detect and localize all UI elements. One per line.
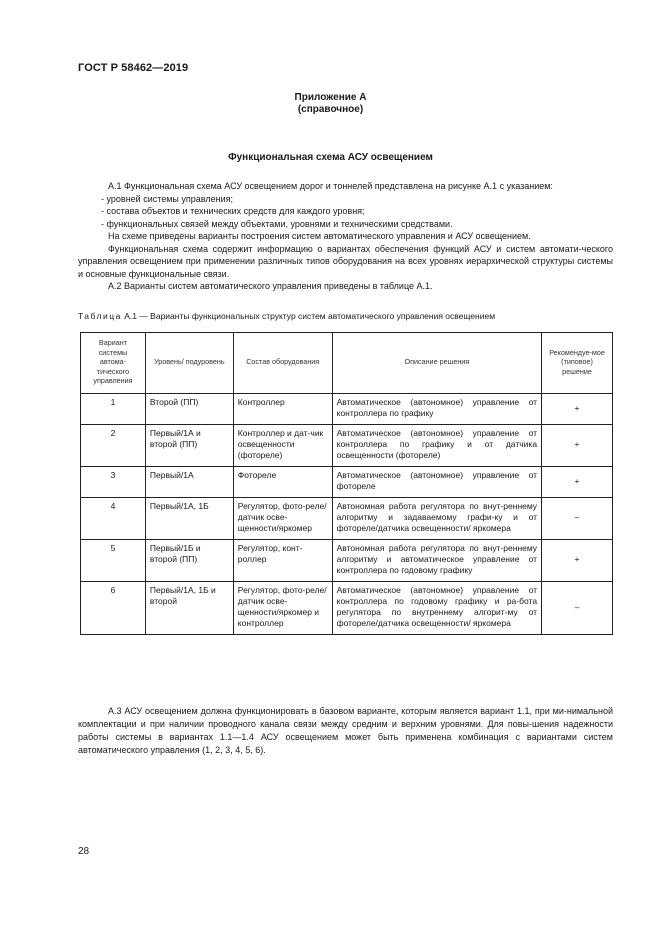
- cell-equipment: Контроллер и дат-чик освещенности (фотореле): [233, 425, 332, 467]
- cell-recommended: +: [542, 425, 613, 467]
- bullet-item: - состава объектов и технических средств для каждого уровня;: [101, 206, 365, 216]
- cell-description: Автономная работа регулятора по внут-реннему алгоритму и автоматическое управление от контроллера по годовому графику: [332, 540, 541, 582]
- table-row: [81, 467, 613, 498]
- table-caption: [78, 311, 613, 321]
- cell-level: Первый/1А: [145, 467, 233, 498]
- header-variant: Вариант системы автома-тического управления: [81, 333, 146, 394]
- table-row: [81, 425, 613, 467]
- appendix-title: Приложение А: [294, 92, 367, 103]
- cell-variant: 2: [81, 425, 146, 467]
- cell-level: Первый/1А, 1Б и второй: [145, 582, 233, 635]
- cell-recommended: –: [542, 582, 613, 635]
- header-description: Описание решения: [332, 333, 541, 394]
- cell-equipment: Контроллер: [233, 394, 332, 425]
- paragraph-a1: А.1 Функциональная схема АСУ освещением дорог и тоннелей представлена на рисунке А.1 с указанием:: [108, 181, 553, 191]
- body-text: [78, 180, 613, 293]
- cell-variant: 5: [81, 540, 146, 582]
- cell-equipment: Регулятор, фото-реле/датчик осве-щенности/яркомер: [233, 498, 332, 540]
- table-row: [81, 498, 613, 540]
- table-row: [81, 540, 613, 582]
- cell-description: Автоматическое (автономное) управление от контроллера по графику и от датчика освещенности (фотореле): [332, 425, 541, 467]
- header-recommended: Рекомендуе-мое (типовое) решение: [542, 333, 613, 394]
- bullet-item: - уровней системы управления;: [101, 193, 233, 204]
- page-number: 28: [78, 846, 90, 857]
- cell-description: Автоматическое (автономное) управление от контроллера по годовому графику и ра-бота регулятора по внутреннему алгорит-му от фотореле/датчика освещенности/ яркомера: [332, 582, 541, 635]
- cell-level: Второй (ПП): [145, 394, 233, 425]
- cell-variant: 6: [81, 582, 146, 635]
- variants-table: [80, 332, 613, 635]
- table-caption-label: Таблица: [78, 311, 122, 321]
- table-caption-text: А.1 — Варианты функциональных структур систем автоматического управления освещением: [121, 311, 496, 321]
- table-row: [81, 582, 613, 635]
- cell-description: Автоматическое (автономное) управление от контроллера по графику: [332, 394, 541, 425]
- section-title: Функциональная схема АСУ освещением: [228, 152, 433, 163]
- cell-variant: 1: [81, 394, 146, 425]
- header-equipment: Состав оборудования: [233, 333, 332, 394]
- table-row: [81, 394, 613, 425]
- cell-variant: 3: [81, 467, 146, 498]
- cell-level: Первый/1А, 1Б: [145, 498, 233, 540]
- cell-equipment: Регулятор, конт-роллер: [233, 540, 332, 582]
- paragraph-scheme-content: Функциональная схема содержит информацию о вариантах обеспечения функций АСУ и систем автомати-ческого управления освещением при применении различных типов оборудования на всех уровнях иерархической структуры системы и основные функциональные связи.: [78, 243, 613, 279]
- cell-equipment: Фотореле: [233, 467, 332, 498]
- appendix-subtitle: (справочное): [297, 104, 364, 115]
- header-level: Уровень/ подуровень: [145, 333, 233, 394]
- paragraph-scheme-note: На схеме приведены варианты построения систем автоматического управления и АСУ освещением.: [108, 231, 531, 241]
- cell-description: Автоматическое (автономное) управление от фотореле: [332, 467, 541, 498]
- bullet-item: - функциональных связей между объектами, уровнями и техническими средствами.: [101, 218, 453, 229]
- cell-variant: 4: [81, 498, 146, 540]
- cell-equipment: Регулятор, фото-реле/датчик осве-щенности/яркомер и контроллер: [233, 582, 332, 635]
- standard-header: ГОСТ Р 58462—2019: [78, 62, 189, 74]
- cell-description: Автономная работа регулятора по внут-реннему алгоритму и задаваемому графи-ку и от фотореле/датчика освещенности/ яркомера: [332, 498, 541, 540]
- cell-level: Первый/1А и второй (ПП): [145, 425, 233, 467]
- cell-recommended: +: [542, 540, 613, 582]
- cell-recommended: +: [542, 467, 613, 498]
- cell-recommended: +: [542, 394, 613, 425]
- cell-recommended: –: [542, 498, 613, 540]
- paragraph-a3: А.3 АСУ освещением должна функционировать в базовом варианте, которым является вариант 1.1, при ми-нимальной комплектации и при наличии проводного канала связи между средним и верхним уровнями. Для повы-шения надежности работы системы в вариантах 1.1—1.4 АСУ освещением может быть применена комбинация с вариантами систем автоматического управления (1, 2, 3, 4, 5, 6).: [78, 706, 613, 755]
- table-header-row: [81, 333, 613, 394]
- paragraph-a2: А.2 Варианты систем автоматического управления приведены в таблице А.1.: [108, 281, 433, 291]
- cell-level: Первый/1Б и второй (ПП): [145, 540, 233, 582]
